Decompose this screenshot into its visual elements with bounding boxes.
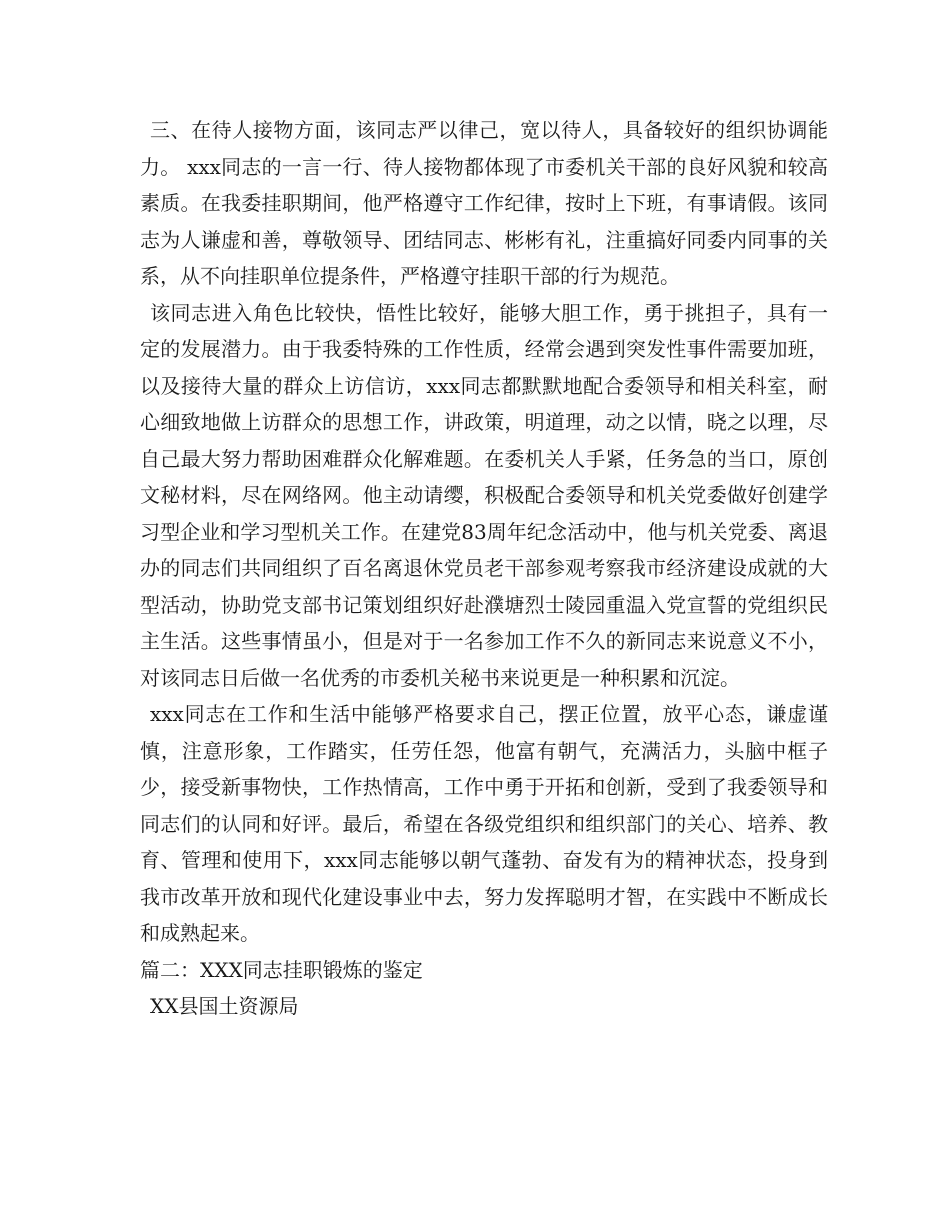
document-body	[140, 112, 828, 1025]
paragraph-work-role: 该同志进入角色比较快，悟性比较好，能够大胆工作，勇于挑担子，具有一定的发展潜力。由于我委特殊的工作性质，经常会遇到突发性事件需要加班，以及接待大量的群众上访信访，xxx同志都默默地配合委领导和相关科室，耐心细致地做上访群众的思想工作，讲政策，明道理，动之以情，晓之以理，尽自己最大努力帮助困难群众化解难题。在委机关人手紧，任务急的当口，原创文秘材料，尽在网络网。他主动请缨，积极配合委领导和机关党委做好创建学习型企业和学习型机关工作。在建党83周年纪念活动中，他与机关党委、离退办的同志们共同组织了百名离退休党员老干部参观考察我市经济建设成就的大型活动，协助党支部书记策划组织好赴濮塘烈士陵园重温入党宣誓的党组织民主生活。这些事情虽小，但是对于一名参加工作不久的新同志来说意义不小，对该同志日后做一名优秀的市委机关秘书来说更是一种积累和沉淀。	[140, 300, 828, 690]
paragraph-interpersonal: 三、在待人接物方面，该同志严以律己，宽以待人，具备较好的组织协调能力。 xxx同志的一言一行、待人接物都体现了市委机关干部的良好风貌和较高素质。在我委挂职期间，他严格遵守工作纪律，按时上下班，有事请假。该同志为人谦虚和善，尊敬领导、团结同志、彬彬有礼，注重搞好同委内同事的关系，从不向挂职单位提条件，严格遵守挂职干部的行为规范。	[140, 118, 828, 288]
paragraph-self-discipline: xxx同志在工作和生活中能够严格要求自己，摆正位置，放平心态，谦虚谨慎，注意形象，工作踏实，任劳任怨，他富有朝气，充满活力，头脑中框子少，接受新事物快，工作热情高，工作中勇于开拓和创新，受到了我委领导和同志们的认同和好评。最后，希望在各级党组织和组织部门的关心、培养、教育、管理和使用下，xxx同志能够以朝气蓬勃、奋发有为的精神状态，投身到我市改革开放和现代化建设事业中去，努力发挥聪明才智，在实践中不断成长和成熟起来。	[140, 702, 828, 945]
organization-name: XX县国土资源局	[150, 994, 299, 1018]
section-heading: 篇二：XXX同志挂职锻炼的鉴定	[140, 957, 423, 982]
